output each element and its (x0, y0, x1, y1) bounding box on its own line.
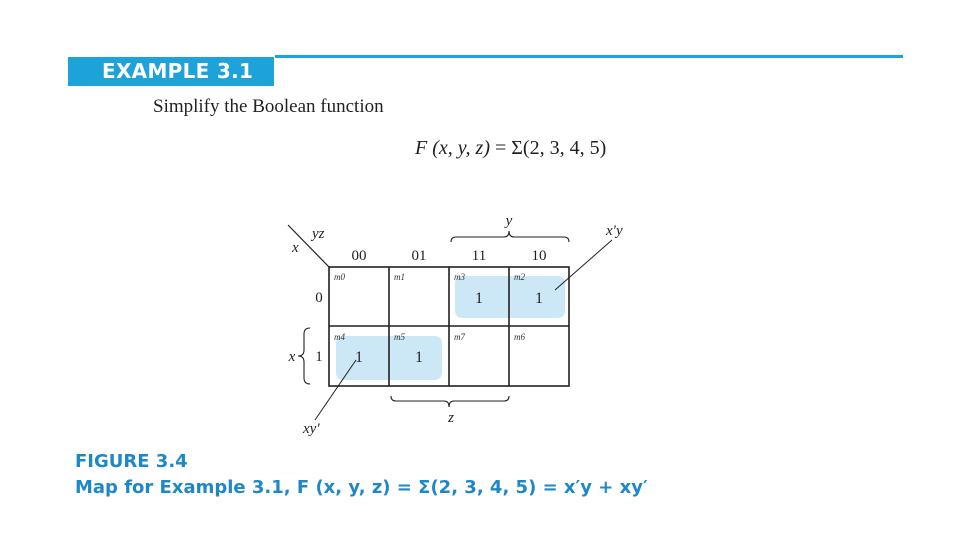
minterm-m2: m2 (514, 272, 525, 282)
x-bracket-label: x (288, 349, 296, 365)
y-bracket (451, 231, 569, 242)
example-label: EXAMPLE 3.1 (68, 57, 274, 86)
figure-caption: Map for Example 3.1, F (x, y, z) = Σ(2, 3, 4, 5) = x′y + xy′ (75, 477, 648, 498)
row-header-1: 1 (315, 349, 323, 365)
equation-args: (x, y, z) (432, 137, 490, 159)
col-header-00: 00 (351, 248, 367, 264)
z-bracket (391, 396, 509, 407)
minterm-m4: m4 (334, 332, 345, 342)
row-var-label: x (292, 240, 299, 256)
cell-m4-value: 1 (355, 349, 363, 366)
equation-func: F (415, 137, 428, 159)
row-header-0: 0 (315, 290, 323, 306)
col-header-10: 10 (531, 248, 547, 264)
col-header-01: 01 (411, 248, 427, 264)
minterm-m6: m6 (514, 332, 525, 342)
cell-m5-value: 1 (415, 349, 423, 366)
minterm-m5: m5 (394, 332, 405, 342)
figure-label: FIGURE 3.4 (75, 451, 188, 472)
cell-m2-value: 1 (535, 290, 543, 307)
example-intro: Simplify the Boolean function (153, 96, 384, 117)
minterm-m3: m3 (454, 272, 465, 282)
y-bracket-label: y (505, 213, 513, 229)
col-header-11: 11 (471, 248, 487, 264)
minterm-m7: m7 (454, 332, 465, 342)
group-xprime-y (455, 276, 565, 318)
cell-m3-value: 1 (475, 290, 483, 307)
term-xprime-y-label: x′y (606, 223, 623, 239)
minterm-m0: m0 (334, 272, 345, 282)
minterm-m1: m1 (394, 272, 405, 282)
equation-rhs: = Σ(2, 3, 4, 5) (494, 137, 607, 159)
x-bracket (298, 328, 310, 384)
z-bracket-label: z (448, 410, 454, 426)
col-var-label: yz (312, 226, 325, 242)
pointer-xprime-y (555, 240, 612, 290)
term-x-yprime-label: xy′ (303, 421, 320, 437)
pointer-x-yprime (315, 360, 356, 420)
